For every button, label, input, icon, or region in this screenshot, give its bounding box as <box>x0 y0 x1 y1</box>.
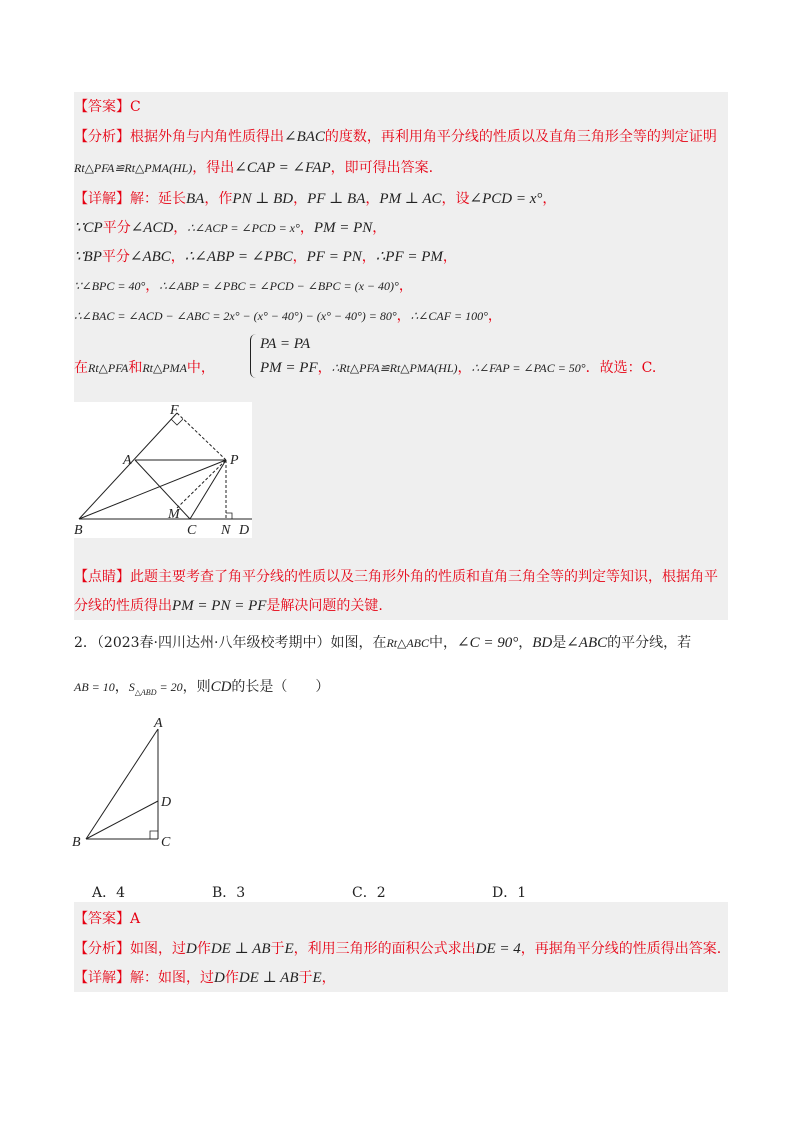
brace-top-equation: PA = PA <box>260 336 311 352</box>
line-bd <box>86 801 158 839</box>
label-d: D <box>239 523 250 538</box>
option-a[interactable]: A．4 <box>92 885 126 901</box>
question-2-line-2: AB = 10，$S_{\triangle ABD} = 20$，则CD的长是（ ） <box>74 679 330 697</box>
label-c: C <box>161 835 171 850</box>
answer-2 <box>74 909 140 929</box>
detail-1-line-6-rest: PM = PF，∴Rt△PFA≌Rt△PMA(HL)，∴∠FAP = ∠PAC = 50°．故选：C. <box>260 360 657 376</box>
comment-1-line-2: 分线的性质得出PM = PN = PF是解决问题的关键. <box>74 598 383 614</box>
label-a: A <box>154 716 163 731</box>
right-angle-mark-c <box>150 831 158 839</box>
label-b: B <box>74 523 83 538</box>
geometry-figure-2 <box>70 715 190 855</box>
answer-tag: 【答案】 <box>74 99 130 115</box>
label-a: A <box>123 453 132 468</box>
detail-1-line-2: ∵CP平分∠ACD，∴∠ACP = ∠PCD = x°，PM = PN， <box>74 220 387 236</box>
comment-1-line-1: 【点睛】此题主要考查了角平分线的性质以及三角形外角的性质和直角三角全等的判定等知识，根据角平 <box>74 569 718 585</box>
detail-1-line-3: ∵BP平分∠ABC，∴∠ABP = ∠PBC，PF = PN，∴PF = PM， <box>74 249 457 265</box>
analysis-1-line-1: 【分析】根据外角与内角性质得出∠BAC的度数，再利用角平分线的性质以及直角三角形全等的判定证明 <box>74 129 717 145</box>
detail-1-line-1: 【详解】解：延长BA，作PN ⊥ BD，PF ⊥ BA，PM ⊥ AC，设∠PCD = x°， <box>74 191 557 207</box>
label-d: D <box>161 795 172 810</box>
label-b: B <box>72 835 81 850</box>
label-n: N <box>221 523 231 538</box>
detail-tag: 【详解】 <box>74 970 130 986</box>
analysis-tag: 【分析】 <box>74 941 130 957</box>
comment-tag: 【点睛】 <box>74 569 130 585</box>
answer-value: C <box>130 99 141 115</box>
label-f: F <box>170 403 179 418</box>
answer-value: A <box>130 911 141 927</box>
equation-brace <box>250 334 259 378</box>
question-number: 2． <box>74 635 97 651</box>
detail-1-line-5: ∴∠BAC = ∠ACD − ∠ABC = 2x° − (x° − 40°) − (x° − 40°) = 80°，∴∠CAF = 100°， <box>74 308 502 324</box>
math-angle-bac: ∠BAC <box>284 129 325 145</box>
answer-1 <box>74 97 141 117</box>
math-angle-eq: ∠CAP = ∠FAP <box>234 160 331 176</box>
detail-tag: 【详解】 <box>74 191 130 207</box>
label-m: M <box>168 507 180 522</box>
figure-background <box>74 402 252 538</box>
question-source: （2023春·四川达州·八年级校考期中） <box>96 635 331 651</box>
analysis-1-line-2: Rt△PFA≌Rt△PMA(HL)，得出∠CAP = ∠FAP，即可得出答案. <box>74 160 434 176</box>
question-2-line-1: 2．（2023春·四川达州·八年级校考期中）如图，在Rt△ABC中，∠C = 90°，BD是∠ABC的平分线，若 <box>74 635 692 651</box>
line-ab <box>86 729 158 839</box>
label-p: P <box>230 453 239 468</box>
geometry-figure-1 <box>74 402 252 538</box>
label-c: C <box>187 523 197 538</box>
answer-tag: 【答案】 <box>74 911 130 927</box>
option-d[interactable]: D．1 <box>492 885 527 901</box>
option-c[interactable]: C．2 <box>352 885 386 901</box>
detail-1-line-4: ∵∠BPC = 40°，∴∠ABP = ∠PBC = ∠PCD − ∠BPC = (x − 40)°， <box>74 278 413 294</box>
detail-1-line-6: 在Rt△PFA和Rt△PMA中， <box>74 360 215 376</box>
option-b[interactable]: B．3 <box>212 885 246 901</box>
analysis-2: 【分析】如图，过D作DE ⊥ AB于E，利用三角形的面积公式求出DE = 4，再据角平分线的性质得出答案. <box>74 941 722 957</box>
analysis-tag: 【分析】 <box>74 129 130 145</box>
math-congruence: Rt△PFA≌Rt△PMA(HL) <box>74 161 193 175</box>
detail-2: 【详解】解：如图，过D作DE ⊥ AB于E， <box>74 970 336 986</box>
